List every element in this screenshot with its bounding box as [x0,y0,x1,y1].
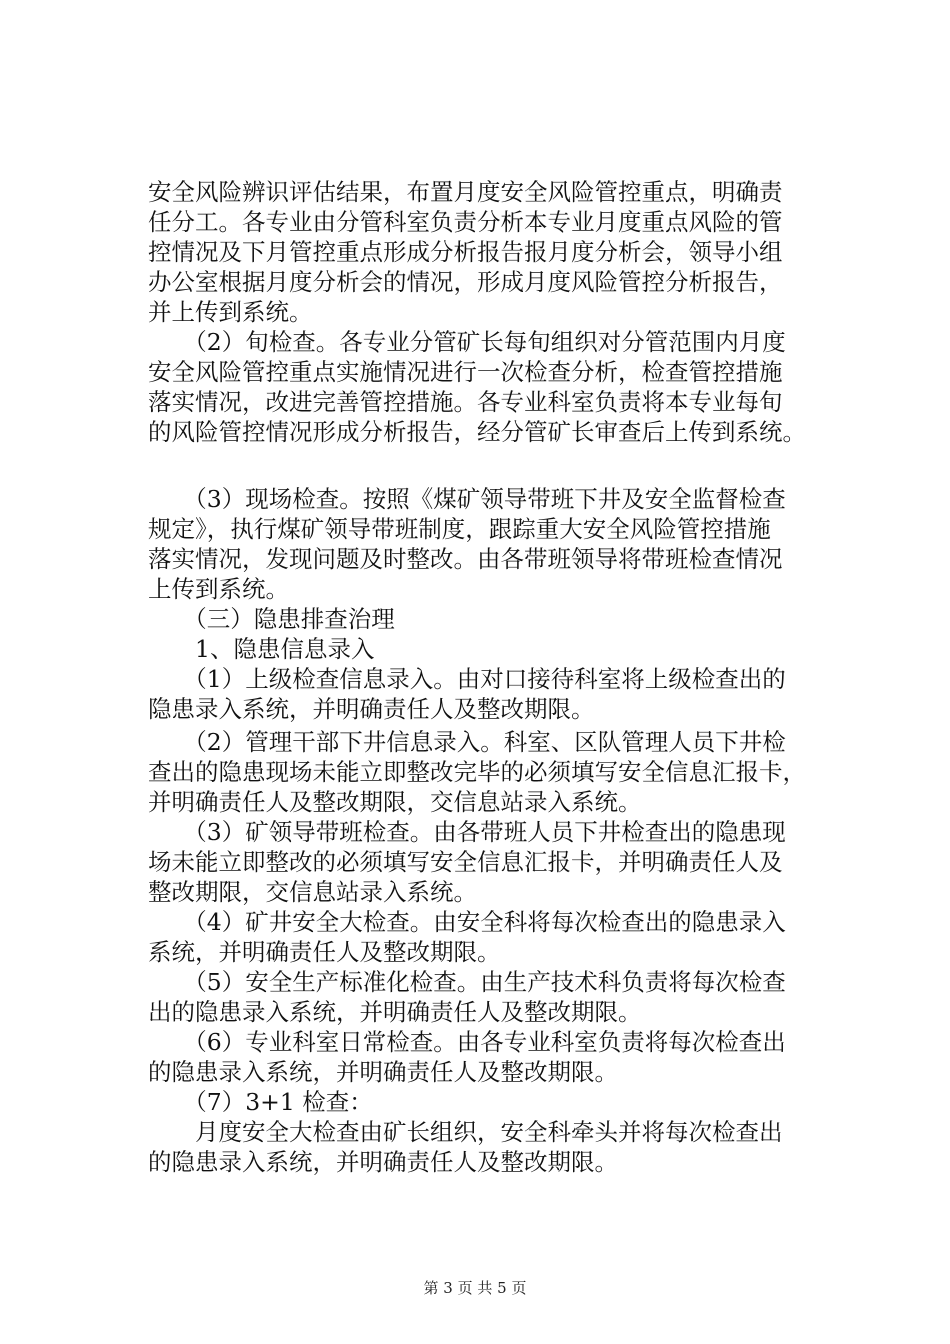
body-text-line: 整改期限，交信息站录入系统。 [148,878,477,906]
body-text-line: 场未能立即整改的必须填写安全信息汇报卡，并明确责任人及 [148,848,783,876]
body-text-line: 落实情况，改进完善管控措施。各专业科室负责将本专业每旬 [148,388,783,416]
body-text-line: （1）上级检查信息录入。由对口接待科室将上级检查出的 [148,665,786,693]
body-text-line: 落实情况，发现问题及时整改。由各带班领导将带班检查情况 [148,545,783,573]
body-text-line: （2）旬检查。各专业分管矿长每旬组织对分管范围内月度 [148,328,786,356]
body-text-line: 并明确责任人及整改期限，交信息站录入系统。 [148,788,642,816]
subsection-heading: 1、隐患信息录入 [148,635,375,663]
body-text-line: （4）矿井安全大检查。由安全科将每次检查出的隐患录入 [148,908,786,936]
section-heading: （三）隐患排查治理 [148,605,395,633]
body-text-line: 任分工。各专业由分管科室负责分析本专业月度重点风险的管 [148,208,783,236]
body-text-line: 并上传到系统。 [148,298,313,326]
body-text-line: 月度安全大检查由矿长组织，安全科牵头并将每次检查出 [148,1118,783,1146]
body-text-line: 系统，并明确责任人及整改期限。 [148,938,501,966]
body-text-line: 的风险管控情况形成分析报告，经分管矿长审查后上传到系统。 [148,418,806,446]
body-text-line: 隐患录入系统，并明确责任人及整改期限。 [148,695,595,723]
body-text-line: 安全风险管控重点实施情况进行一次检查分析，检查管控措施 [148,358,783,386]
body-text-line: （6）专业科室日常检查。由各专业科室负责将每次检查出 [148,1028,786,1056]
body-text-line: 办公室根据月度分析会的情况，形成月度风险管控分析报告， [148,268,783,296]
body-text-line: 安全风险辨识评估结果，布置月度安全风险管控重点，明确责 [148,178,783,206]
body-text-line: 控情况及下月管控重点形成分析报告报月度分析会，领导小组 [148,238,783,266]
body-text-line: 查出的隐患现场未能立即整改完毕的必须填写安全信息汇报卡， [148,758,806,786]
body-text-line: （3）矿领导带班检查。由各带班人员下井检查出的隐患现 [148,818,786,846]
body-text-line: （2）管理干部下井信息录入。科室、区队管理人员下井检 [148,728,786,756]
body-text-line: 上传到系统。 [148,575,289,603]
body-text-line: 出的隐患录入系统，并明确责任人及整改期限。 [148,998,642,1026]
body-text-line: （7）3+1 检查： [148,1088,373,1116]
body-text-line: （5）安全生产标准化检查。由生产技术科负责将每次检查 [148,968,786,996]
body-text-line: 的隐患录入系统，并明确责任人及整改期限。 [148,1148,618,1176]
body-text-line: （3）现场检查。按照《煤矿领导带班下井及安全监督检查 [148,485,786,513]
body-text-line: 的隐患录入系统，并明确责任人及整改期限。 [148,1058,618,1086]
page-number-footer: 第 3 页 共 5 页 [423,1279,527,1297]
body-text-line: 规定》，执行煤矿领导带班制度，跟踪重大安全风险管控措施 [148,515,771,543]
